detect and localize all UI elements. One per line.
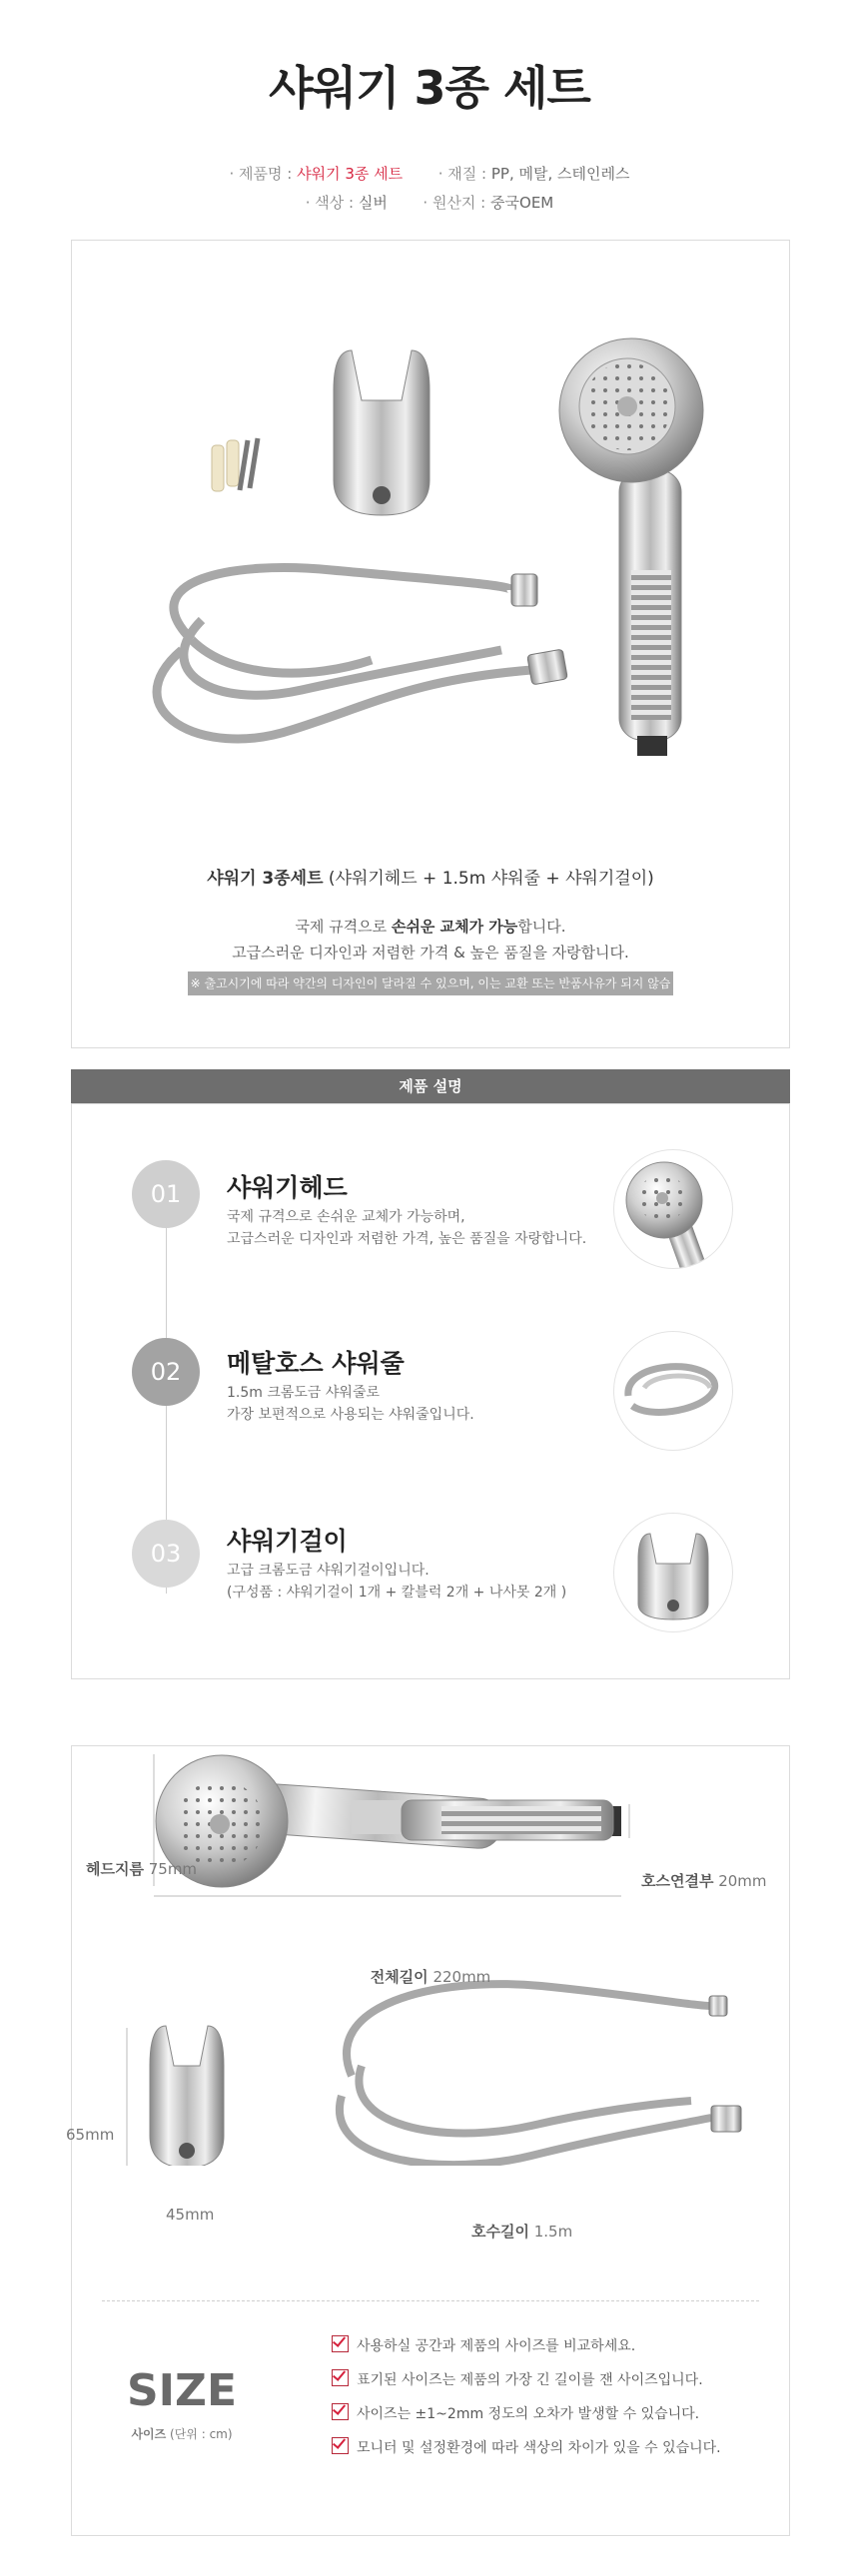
hose-connection-label (641, 1870, 767, 1891)
spec-name-label: · 제품명 : (229, 165, 293, 183)
step-number-01: 01 (132, 1160, 200, 1228)
overview-panel (71, 240, 790, 1048)
size-note-3-text: 사이즈는 ±1~2mm 정도의 오차가 발생할 수 있습니다. (357, 2406, 700, 2422)
caption-rest: (샤워기헤드 + 1.5m 샤워줄 + 샤워기걸이) (323, 869, 654, 889)
spec-color-value: 실버 (358, 194, 388, 212)
check-icon (332, 2335, 349, 2352)
holder-height-label: 65mm (66, 2126, 115, 2144)
spec-row-1 (0, 163, 859, 184)
hose-len-bold: 호수길이 (471, 2223, 529, 2241)
spec-material-label: · 재질 : (437, 165, 487, 183)
size-note-2 (332, 2369, 703, 2389)
head-diameter-label (86, 1858, 197, 1879)
spec-row-2 (0, 192, 859, 213)
size-note-1-text: 사용하실 공간과 제품의 사이즈를 비교하세요. (357, 2338, 636, 2354)
product-set-illustration (72, 241, 789, 800)
hose-end-icon (527, 649, 568, 685)
size-note-4-text: 모니터 및 설정환경에 따라 색상의 차이가 있을 수 있습니다. (357, 2440, 721, 2456)
spec-material-value: PP, 메탈, 스테인레스 (490, 165, 630, 183)
size-note-4 (332, 2437, 721, 2457)
head-dia-bold: 헤드지름 (86, 1860, 144, 1878)
overview-note-2: 고급스러운 디자인과 저렴한 가격 & 높은 품질을 자랑합니다. (232, 944, 629, 962)
feature-desc-head-2: 고급스러운 디자인과 저렴한 가격, 높은 품질을 자랑합니다. (227, 1231, 587, 1247)
description-band: 제품 설명 (71, 1069, 790, 1103)
total-length-label (72, 1966, 789, 1987)
feature-desc-hose-1: 1.5m 크롬도금 샤워줄로 (227, 1385, 380, 1401)
size-heading: SIZE (126, 2365, 238, 2416)
feature-desc-head-1: 국제 규격으로 손쉬운 교체가 가능하며, (227, 1209, 465, 1225)
thumb-hose (614, 1332, 732, 1450)
hose-end-icon (711, 2106, 741, 2132)
size-illustration (72, 1746, 789, 2166)
size-unit-rest: (단위 : cm) (166, 2427, 233, 2441)
note1-c: 합니다. (517, 918, 566, 936)
hose-icon (614, 1332, 732, 1450)
description-panel (71, 1103, 790, 1679)
spec-origin-value: 중국OEM (490, 194, 554, 212)
step-number-03: 03 (132, 1520, 200, 1588)
spec-origin-label: · 원산지 : (423, 194, 486, 212)
size-note-2-text: 표기된 사이즈는 제품의 가장 긴 길이를 잰 사이즈입니다. (357, 2372, 703, 2388)
shower-head-icon (559, 338, 703, 756)
check-icon (332, 2437, 349, 2454)
design-warning: ※ 출고시기에 따라 약간의 디자인이 달라질 수 있으며, 이는 교환 또는 반품사유가 되지 않습니다. (188, 971, 673, 995)
total-len-bold: 전체길이 (370, 1968, 429, 1986)
thumb-shower-head (614, 1150, 732, 1268)
hose-icon (157, 568, 531, 739)
hose-coil-icon (340, 1984, 711, 2165)
size-note-1 (332, 2335, 635, 2355)
spec-name-value: 샤워기 3종 세트 (297, 165, 404, 183)
feature-title-head: 샤워기헤드 (227, 1173, 348, 1202)
hose-connector-icon (709, 1996, 727, 2016)
check-icon (332, 2403, 349, 2420)
size-panel (66, 1745, 790, 2536)
shower-head-icon (614, 1150, 732, 1268)
shower-head-side-icon (156, 1746, 621, 1897)
step-number-02: 02 (132, 1338, 200, 1406)
thumb-holder (614, 1514, 732, 1631)
size-unit-bold: 사이즈 (131, 2427, 167, 2441)
divider (102, 2300, 759, 2301)
size-unit (72, 2425, 292, 2442)
overview-note-1 (72, 914, 789, 940)
hose-conn-bold: 호스연결부 (641, 1872, 714, 1890)
feature-title-holder: 샤워기걸이 (227, 1527, 348, 1556)
note1-a: 국제 규격으로 (295, 918, 392, 936)
holder-icon (334, 350, 430, 515)
page-title: 샤워기 3종 세트 (269, 61, 590, 115)
size-note-3 (332, 2403, 699, 2423)
feature-title-hose: 메탈호스 샤워줄 (227, 1349, 405, 1378)
head-dia-value: 75mm (143, 1860, 198, 1878)
hose-conn-value: 20mm (713, 1872, 767, 1890)
hose-connector-icon (511, 574, 537, 606)
hose-length-label (471, 2221, 572, 2242)
holder-width-label: 45mm (166, 2206, 215, 2224)
check-icon (332, 2369, 349, 2386)
product-set-caption (72, 864, 789, 889)
holder-icon (614, 1514, 732, 1631)
caption-bold: 샤워기 3종세트 (207, 869, 324, 889)
screw-anchors-icon (212, 438, 258, 491)
feature-desc-hose-2: 가장 보편적으로 사용되는 샤워줄입니다. (227, 1407, 474, 1423)
holder-front-icon (150, 2026, 224, 2166)
spec-color-label: · 색상 : (305, 194, 355, 212)
note1-b: 손쉬운 교체가 가능 (391, 918, 518, 936)
hose-len-value: 1.5m (528, 2223, 573, 2241)
feature-desc-holder-1: 고급 크롬도금 샤워기걸이입니다. (227, 1563, 430, 1579)
total-len-value: 220mm (428, 1968, 491, 1986)
feature-desc-holder-2: (구성품 : 샤워기걸이 1개 + 칼블럭 2개 + 나사못 2개 ) (227, 1585, 567, 1601)
